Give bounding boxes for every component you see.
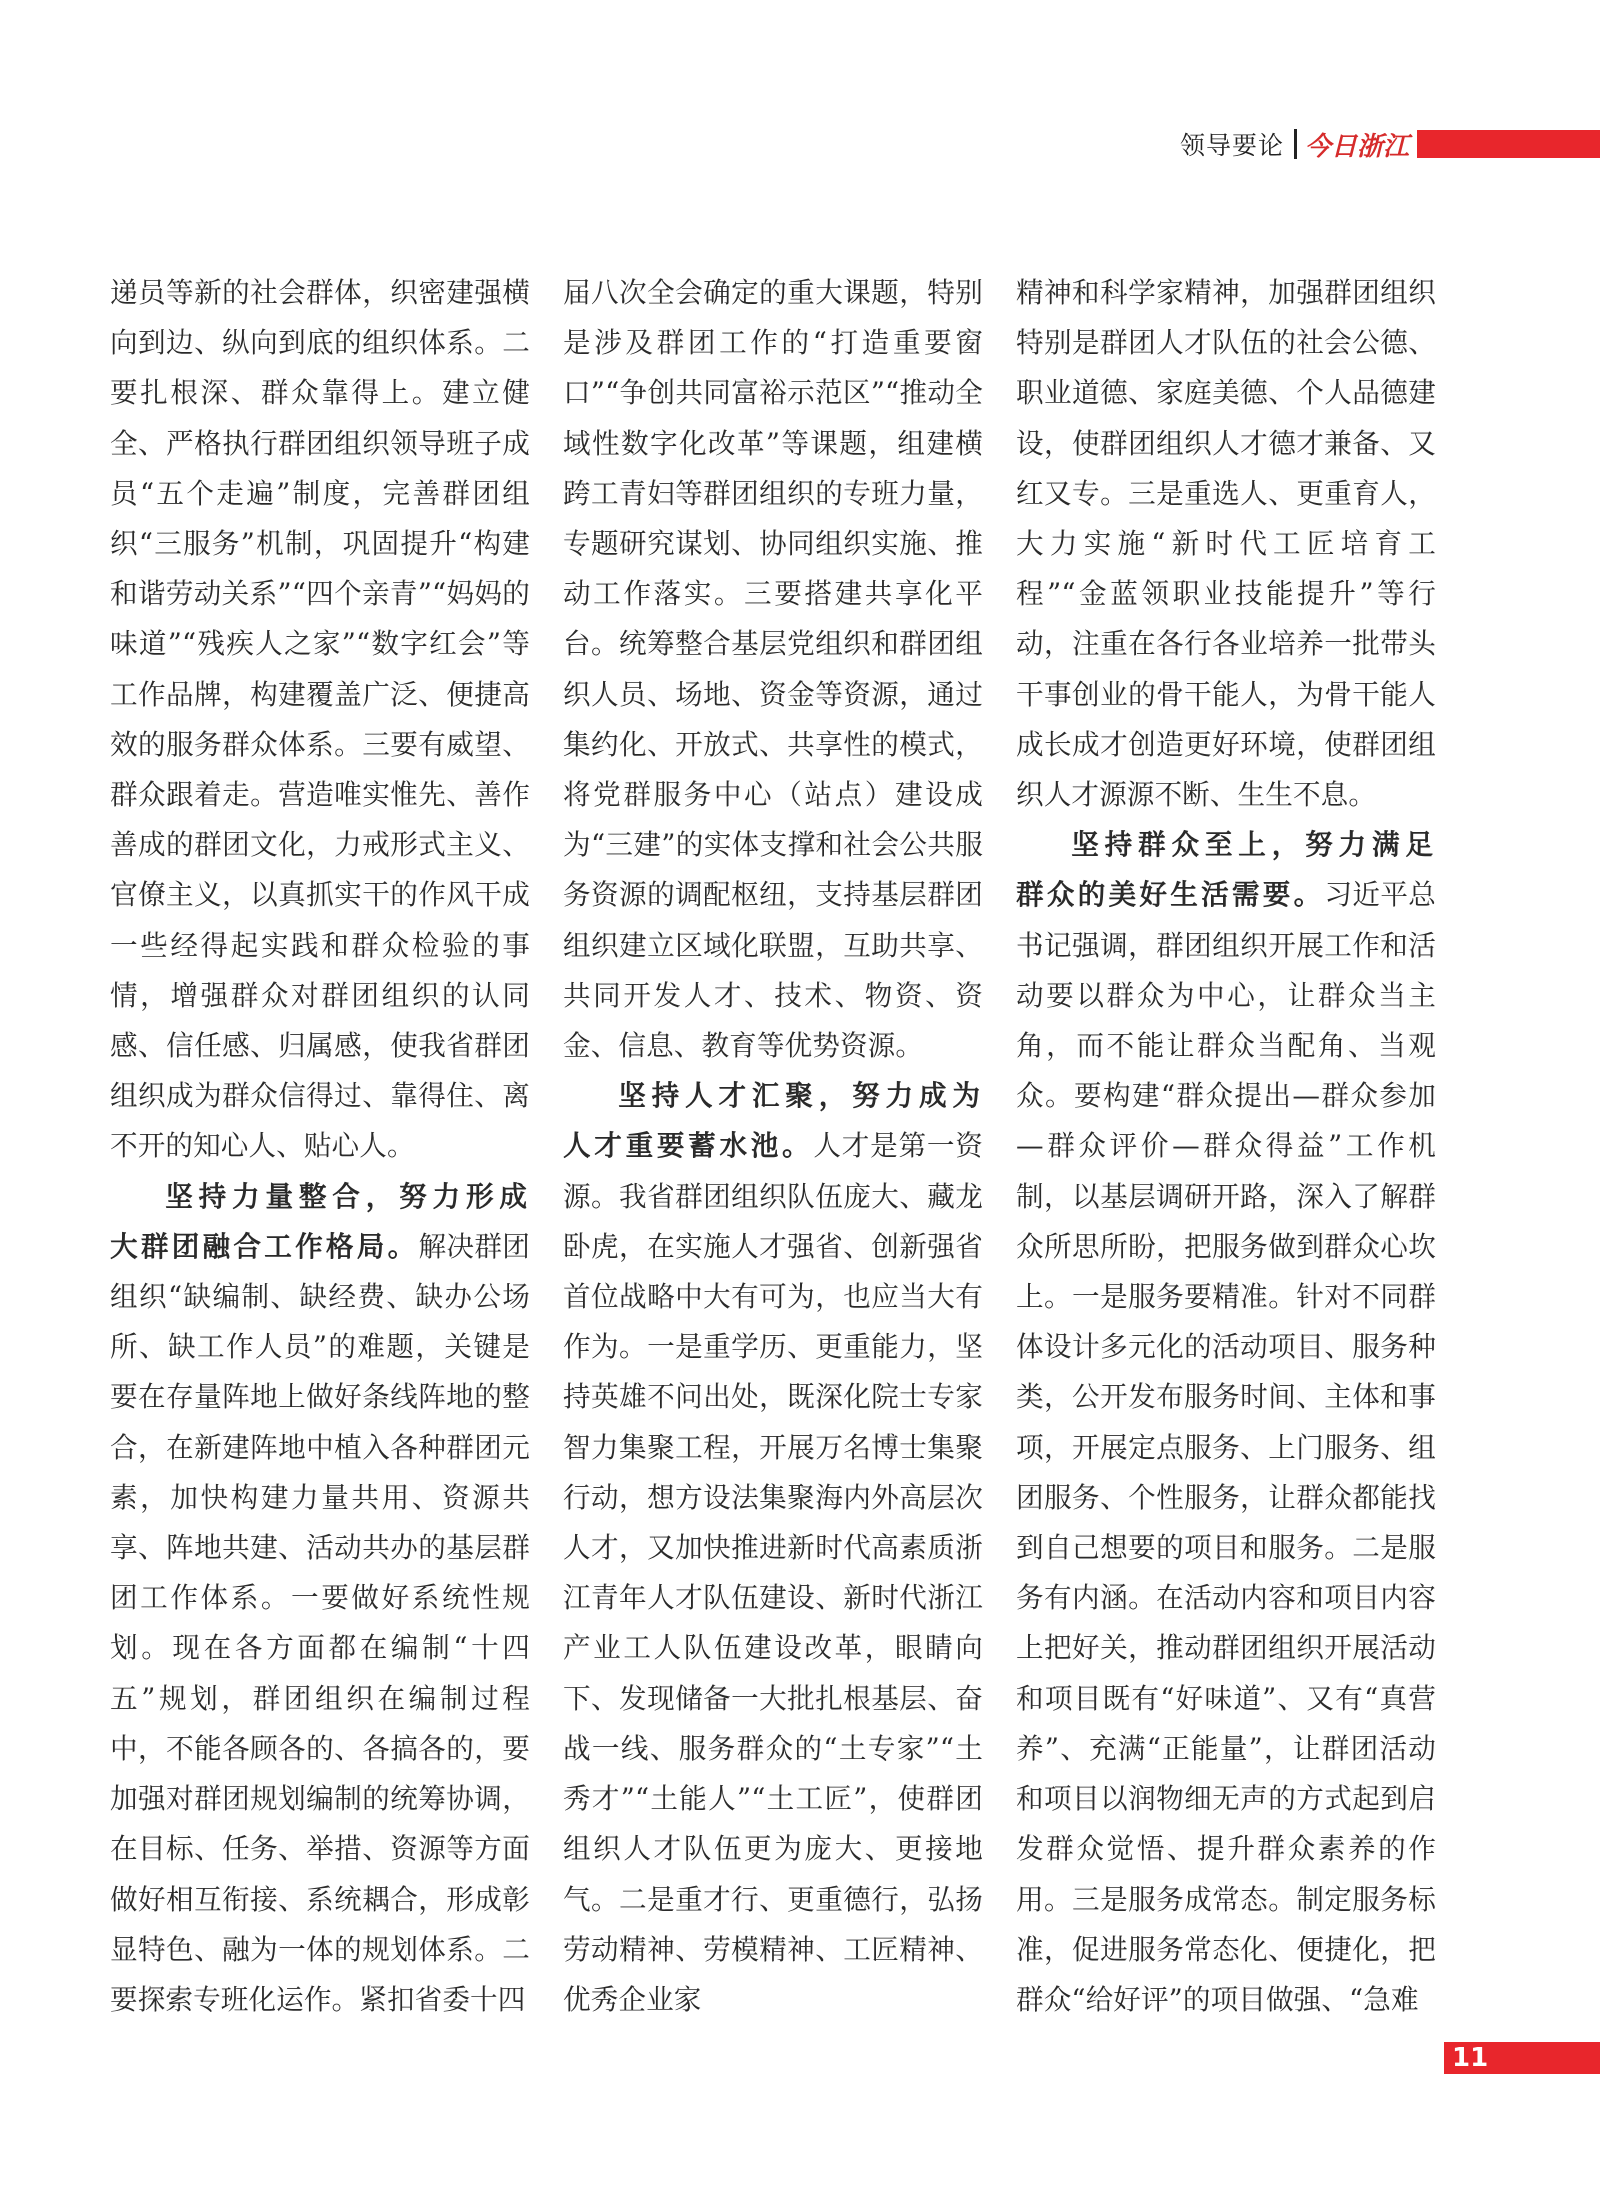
section-lead: 坚持力量整合，努力形成大群团融合工作格局。 (110, 1179, 530, 1263)
article-column-2 (563, 268, 983, 2025)
section-label: 领导要论 (1180, 131, 1285, 160)
paragraph-body: 人才是第一资源。我省群团组织队伍庞大、藏龙卧虎，在实施人才强省、创新强省首位战略中大有可为，也应当大有作为。一是重学历、更重能力，坚持英雄不问出处，既深化院士专家智力集聚工程，开展万名博士集聚行动，想方设法集聚海内外高层次人才，又加快推进新时代高素质浙江青年人才队伍建设、新时代浙江产业工人队伍建设改革，眼睛向下、发现储备一大批扎根基层、奋战一线、服务群众的“土专家”“土秀才”“土能人”“土工匠”，使群团组织人才队伍更为庞大、更接地气。二是重才行、更重德行，弘扬劳动精神、劳模精神、工匠精神、优秀企业家 (563, 1129, 983, 2016)
header-red-bar (1417, 130, 1600, 158)
paragraph (110, 1172, 530, 2025)
section-lead: 坚持人才汇聚，努力成为人才重要蓄水池。 (563, 1079, 983, 1163)
magazine-logo: 今日浙江 (1305, 131, 1410, 162)
page-header (1180, 124, 1600, 164)
paragraph: 精神和科学家精神，加强群团组织特别是群团人才队伍的社会公德、职业道德、家庭美德、个人品德建设，使群团组织人才德才兼备、又红又专。三是重选人、更重育人，大力实施“新时代工匠培育工程”“金蓝领职业技能提升”等行动，注重在各行各业培养一批带头干事创业的骨干能人，为骨干能人成长成才创造更好环境，使群团组织人才源源不断、生生不息。 (1016, 276, 1436, 812)
header-divider (1294, 129, 1297, 159)
section-lead: 坚持群众至上，努力满足群众的美好生活需要。 (1016, 828, 1436, 912)
article-column-1 (110, 268, 530, 2025)
paragraph: 届八次全会确定的重大课题，特别是涉及群团工作的“打造重要窗口”“争创共同富裕示范区”“推动全域性数字化改革”等课题，组建横跨工青妇等群团组织的专班力量，专题研究谋划、协同组织实施、推动工作落实。三要搭建共享化平台。统筹整合基层党组织和群团组织人员、场地、资金等资源，通过集约化、开放式、共享性的模式，将党群服务中心（站点）建设成为“三建”的实体支撑和社会公共服务资源的调配枢纽，支持基层群团组织建立区域化联盟，互助共享、共同开发人才、技术、物资、资金、信息、教育等优势资源。 (563, 276, 983, 1063)
page-number: 11 (1452, 2043, 1489, 2073)
paragraph-body: 习近平总书记强调，群团组织开展工作和活动要以群众为中心，让群众当主角，而不能让群众当配角、当观众。要构建“群众提出—群众参加—群众评价—群众得益”工作机制，以基层调研开路，深入了解群众所思所盼，把服务做到群众心坎上。一是服务要精准。针对不同群体设计多元化的活动项目、服务种类，公开发布服务时间、主体和事项，开展定点服务、上门服务、组团服务、个性服务，让群众都能找到自己想要的项目和服务。二是服务有内涵。在活动内容和项目内容上把好关，推动群团组织开展活动和项目既有“好味道”、又有“真营养”、充满“正能量”，让群团活动和项目以润物细无声的方式起到启发群众觉悟、提升群众素养的作用。三是服务成常态。制定服务标准，促进服务常态化、便捷化，把群众“给好评”的项目做强、“急难 (1016, 878, 1436, 2016)
paragraph: 递员等新的社会群体，织密建强横向到边、纵向到底的组织体系。二要扎根深、群众靠得上。建立健全、严格执行群团组织领导班子成员“五个走遍”制度，完善群团组织“三服务”机制，巩固提升“构建和谐劳动关系”“四个亲青”“妈妈的味道”“残疾人之家”“数字红会”等工作品牌，构建覆盖广泛、便捷高效的服务群众体系。三要有威望、群众跟着走。营造唯实惟先、善作善成的群团文化，力戒形式主义、官僚主义，以真抓实干的作风干成一些经得起实践和群众检验的事情，增强群众对群团组织的认同感、信任感、归属感，使我省群团组织成为群众信得过、靠得住、离不开的知心人、贴心人。 (110, 276, 530, 1163)
paragraph (1016, 820, 1436, 2025)
page-number-bar (1444, 2042, 1600, 2074)
article-column-3 (1016, 268, 1436, 2025)
paragraph-body: 解决群团组织“缺编制、缺经费、缺办公场所、缺工作人员”的难题，关键是要在存量阵地上做好条线阵地的整合，在新建阵地中植入各种群团元素，加快构建力量共用、资源共享、阵地共建、活动共办的基层群团工作体系。一要做好系统性规划。现在各方面都在编制“十四五”规划，群团组织在编制过程中，不能各顾各的、各搞各的，要加强对群团规划编制的统筹协调，在目标、任务、举措、资源等方面做好相互衔接、系统耦合，形成彰显特色、融为一体的规划体系。二要探索专班化运作。紧扣省委十四 (110, 1229, 530, 2016)
paragraph (563, 1071, 983, 2025)
